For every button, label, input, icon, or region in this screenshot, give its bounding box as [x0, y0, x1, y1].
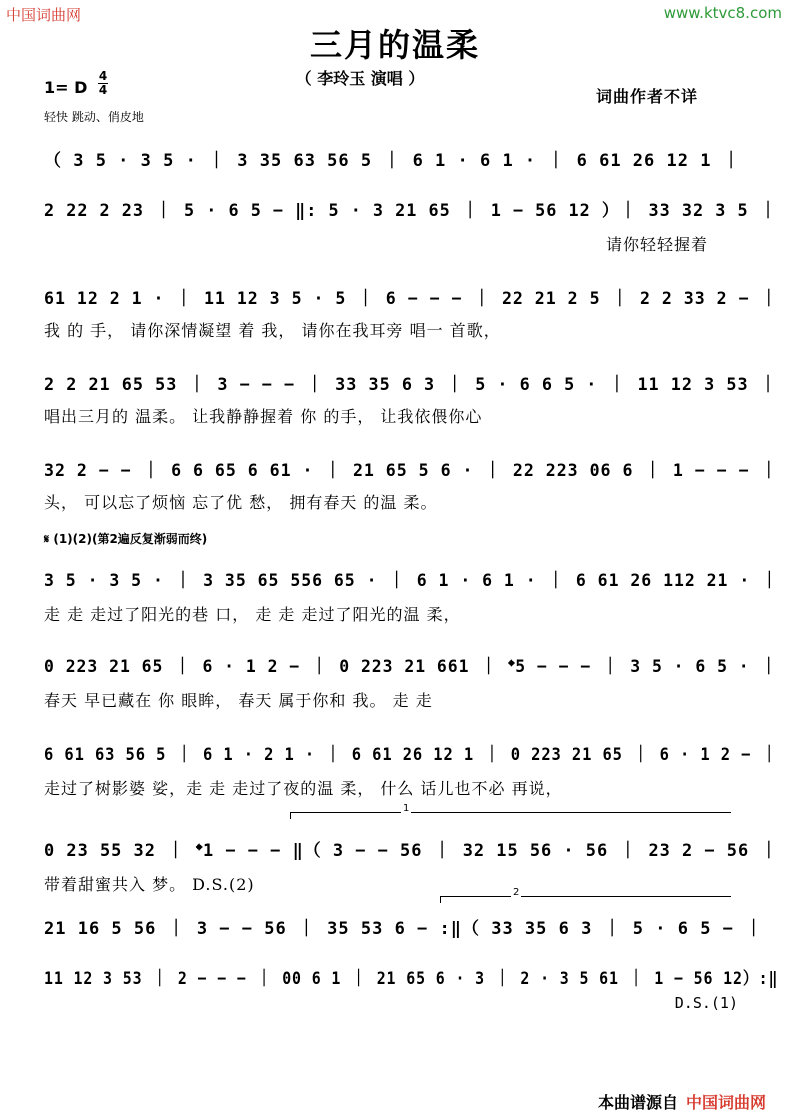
- lyric-row-8: 走过了树影婆 娑，走 走 走过了夜的温 柔， 什么 话儿也不必 再说，: [44, 779, 563, 798]
- notation-row-7: 0 223 21 65 ｜ 6 · 1 2 − ｜ 0 223 21 661 ｜ 𝄌5 − − − ｜ 3 5 · 6 5 · ｜: [44, 657, 778, 677]
- singer: （ 李玲玉 演唱 ）: [295, 69, 425, 88]
- volta-1-label: 1: [403, 803, 410, 814]
- key-signature: 1= D: [44, 78, 88, 97]
- segno-repeat-note: 𝄋 (1)(2)(第2遍反复渐弱而终): [44, 532, 208, 546]
- notation-row-11: 11 12 3 53 ｜ 2 − − − ｜ 00 6 1 ｜ 21 65 6 · 3 ｜ 2 · 3 5 61 ｜ 1 − 56 12）:‖: [44, 969, 779, 989]
- footer-brand[interactable]: 中国词曲网: [685, 1093, 766, 1112]
- time-sig-bottom: 4: [98, 83, 108, 97]
- volta-bracket-2: [440, 887, 731, 903]
- footer-credit: [598, 1090, 766, 1113]
- lyric-row-6: 走 走 走过了阳光的巷 口， 走 走 走过了阳光的温 柔，: [44, 605, 461, 624]
- notation-row-4: 2 2 21 65 53 ｜ 3 − − − ｜ 33 35 6 3 ｜ 5 · 6 6 5 · ｜ 11 12 3 53 ｜: [44, 375, 778, 395]
- lyric-row-4: 唱出三月的 温柔。 让我静静握着 你 的手， 让我依偎你心: [44, 407, 483, 426]
- notation-row-6: 3 5 · 3 5 · ｜ 3 35 65 556 65 · ｜ 6 1 · 6 1 · ｜ 6 61 26 112 21 · ｜: [44, 571, 779, 591]
- time-signature: [98, 70, 108, 97]
- tempo-marking: 轻快 跳动、俏皮地: [44, 110, 144, 124]
- notation-row-9: 0 23 55 32 ｜ 𝄌1 − − − ‖（ 3 − − 56 ｜ 32 15 56 · 56 ｜ 23 2 − 56 ｜: [44, 841, 779, 861]
- notation-row-2: 2 22 2 23 ｜ 5 · 6 5 − ‖: 5 · 3 21 65 ｜ 1 − 56 12 ）｜ 33 32 3 5 ｜: [44, 201, 778, 221]
- lyric-row-7: 春天 早已藏在 你 眼眸， 春天 属于你和 我。 走 走: [44, 691, 433, 710]
- notation-row-5: 32 2 − − ｜ 6 6 65 6 61 · ｜ 21 65 5 6 · ｜ 22 223 06 6 ｜ 1 − − − ｜: [44, 461, 779, 481]
- lyric-row-2: 请你轻轻握着: [606, 235, 709, 254]
- watermark-right: www.ktvc8.com: [663, 4, 782, 22]
- notation-row-3: 61 12 2 1 · ｜ 11 12 3 5 · 5 ｜ 6 − − − ｜ 22 21 2 5 ｜ 2 2 33 2 − ｜: [44, 289, 779, 309]
- lyric-row-9: 带着甜蜜共入 梦。 D.S.(2): [44, 875, 255, 894]
- volta-bracket-1: [290, 803, 731, 819]
- notation-row-1: （ 3 5 · 3 5 · ｜ 3 35 63 56 5 ｜ 6 1 · 6 1 · ｜ 6 61 26 12 1 ｜: [44, 151, 741, 171]
- lyric-row-3: 我 的 手， 请你深情凝望 着 我， 请你在我耳旁 唱一 首歌，: [44, 321, 501, 340]
- song-title: 三月的温柔: [309, 26, 480, 64]
- volta-2-label: 2: [513, 887, 520, 898]
- lyric-row-5: 头， 可以忘了烦恼 忘了优 愁， 拥有春天 的温 柔。: [44, 493, 438, 512]
- footer-source: 本曲谱源自: [597, 1093, 678, 1112]
- dal-segno-1: D.S.(1): [674, 994, 738, 1012]
- notation-row-10: 21 16 5 56 ｜ 3 − − 56 ｜ 35 53 6 − :‖（ 33 35 6 3 ｜ 5 · 6 5 − ｜: [44, 919, 764, 939]
- time-sig-top: 4: [98, 69, 108, 83]
- notation-row-8: 6 61 63 56 5 ｜ 6 1 · 2 1 · ｜ 6 61 26 12 1 ｜ 0 223 21 65 ｜ 6 · 1 2 − ｜: [44, 745, 778, 765]
- watermark-left: 中国词曲网: [6, 6, 82, 24]
- lyricist: 词曲作者不详: [596, 87, 699, 106]
